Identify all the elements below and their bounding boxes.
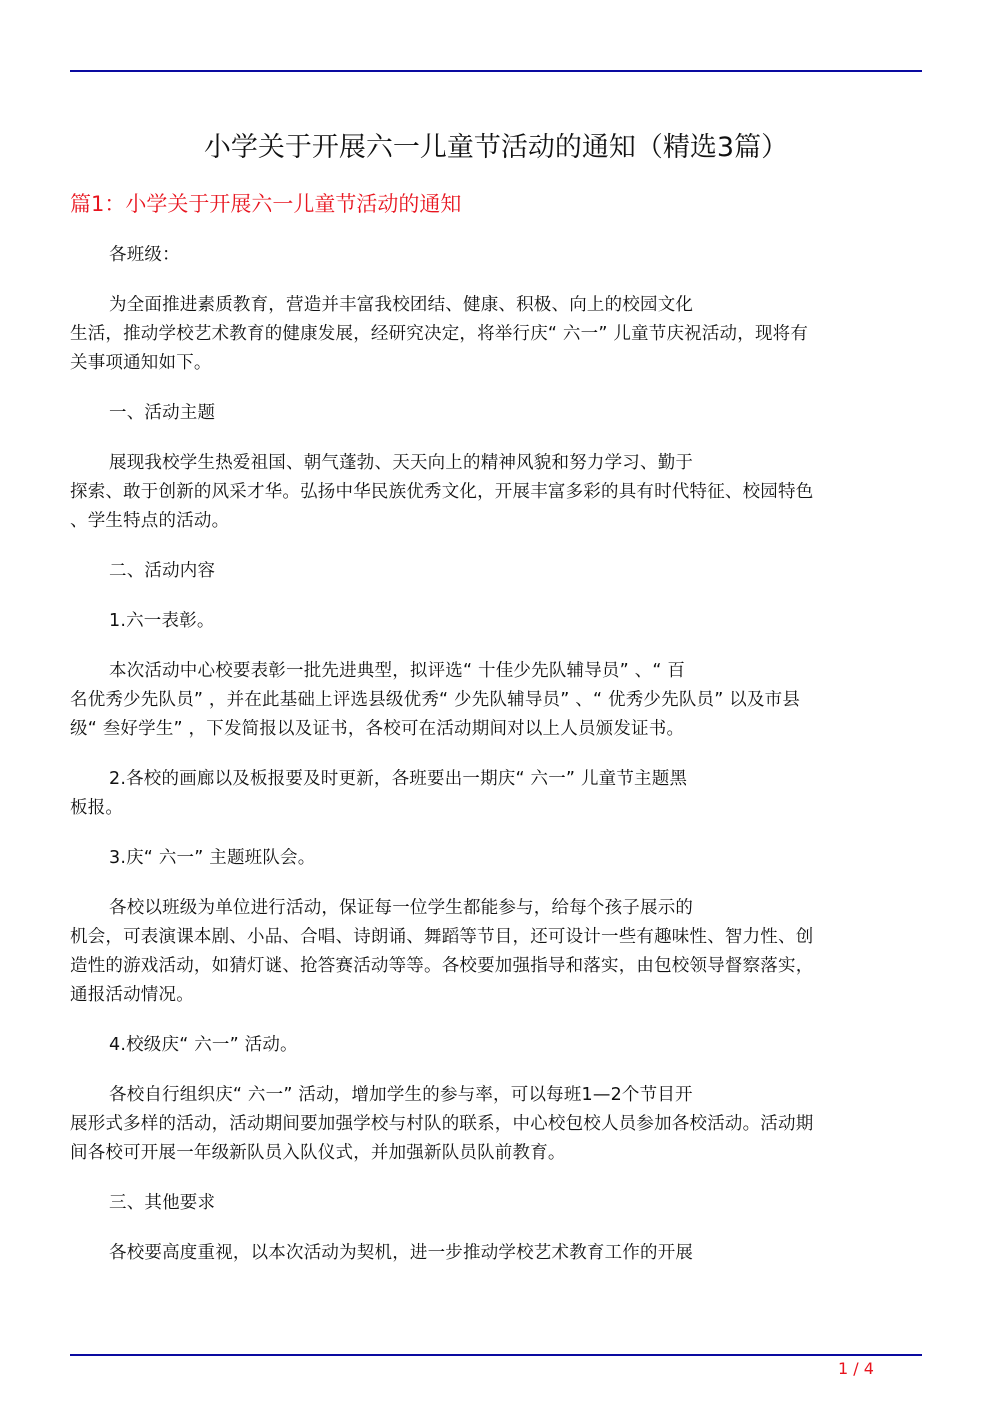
footer-rule: [70, 1354, 922, 1356]
item-1-heading: [70, 607, 915, 636]
text-line: 为全面推进素质教育，营造并丰富我校团结、健康、积极、向上的校园文化: [109, 295, 694, 315]
text-line: 2.各校的画廊以及板报要及时更新，各班要出一期庆“ 六一” 儿童节主题黑: [109, 769, 688, 789]
subheading-requirements: [70, 1189, 915, 1218]
paragraph-item-2: [70, 765, 915, 823]
text-line: 3.庆“ 六一” 主题班队会。: [109, 848, 316, 868]
text-line: 关事项通知如下。: [70, 353, 212, 373]
text-line: 三、其他要求: [109, 1193, 216, 1213]
text-line: 一、活动主题: [109, 403, 216, 423]
text-line: 生活，推动学校艺术教育的健康发展，经研究决定，将举行庆“ 六一” 儿童节庆祝活动，现将有: [70, 324, 809, 344]
paragraph-salutation: [70, 241, 915, 270]
text-line: 1.六一表彰。: [109, 611, 215, 631]
subheading-theme: [70, 399, 915, 428]
text-line: 各校以班级为单位进行活动，保证每一位学生都能参与，给每个孩子展示的: [109, 898, 694, 918]
paragraph-intro: [70, 291, 915, 378]
text-line: 本次活动中心校要表彰一批先进典型，拟评选“ 十佳少先队辅导员” 、“ 百: [109, 661, 686, 681]
paragraph-item-1: [70, 657, 915, 744]
text-line: 机会，可表演课本剧、小品、合唱、诗朗诵、舞蹈等节目，还可设计一些有趣味性、智力性、创: [70, 927, 814, 947]
text-line: 级“ 叁好学生” ，下发简报以及证书，各校可在活动期间对以上人员颁发证书。: [70, 719, 685, 739]
text-line: 板报。: [70, 798, 124, 818]
text-line: 名优秀少先队员” ，并在此基础上评选县级优秀“ 少先队辅导员” 、“ 优秀少先队员” 以及市县: [70, 690, 801, 710]
text-line: 4.校级庆“ 六一” 活动。: [109, 1035, 298, 1055]
text-line: 造性的游戏活动，如猜灯谜、抢答赛活动等等。各校要加强指导和落实，由包校领导督察落实，: [70, 956, 814, 976]
subheading-content: [70, 557, 915, 586]
paragraph-item-3: [70, 894, 915, 1010]
paragraph-item-4: [70, 1081, 915, 1168]
item-3-heading: [70, 844, 915, 873]
section-heading: 篇1：小学关于开展六一儿童节活动的通知: [70, 192, 462, 216]
text-line: 各校自行组织庆“ 六一” 活动，增加学生的参与率，可以每班1—2个节目开: [109, 1085, 693, 1105]
item-4-heading: [70, 1031, 915, 1060]
text-line: 展现我校学生热爱祖国、朝气蓬勃、天天向上的精神风貌和努力学习、勤于: [109, 453, 694, 473]
text-line: 二、活动内容: [109, 561, 216, 581]
text-line: 探索、敢于创新的风采才华。弘扬中华民族优秀文化，开展丰富多彩的具有时代特征、校园特色: [70, 482, 814, 502]
text-line: 、学生特点的活动。: [70, 511, 230, 531]
document-title: 小学关于开展六一儿童节活动的通知（精选3篇）: [203, 132, 789, 163]
text-line: 各校要高度重视，以本次活动为契机，进一步推动学校艺术教育工作的开展: [109, 1243, 694, 1263]
paragraph-theme: [70, 449, 915, 536]
header-rule: [70, 70, 922, 72]
text-line: 展形式多样的活动，活动期间要加强学校与村队的联系，中心校包校人员参加各校活动。活动期: [70, 1114, 814, 1134]
document-body: [70, 241, 915, 1289]
page-number: 1 / 4: [838, 1359, 874, 1378]
paragraph-requirements: [70, 1239, 915, 1268]
text-line: 通报活动情况。: [70, 985, 194, 1005]
text-line: 各班级：: [109, 245, 180, 265]
text-line: 间各校可开展一年级新队员入队仪式，并加强新队员队前教育。: [70, 1143, 566, 1163]
